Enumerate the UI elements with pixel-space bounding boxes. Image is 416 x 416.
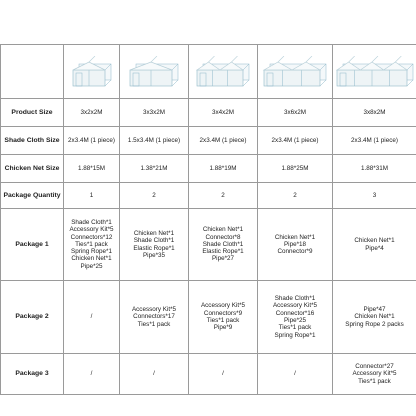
cell-text: 2x3.4M (1 piece) bbox=[271, 136, 319, 144]
cell-text: Chicken Net*1 bbox=[133, 229, 175, 237]
cell-text: Ties*1 pack bbox=[206, 317, 240, 324]
cell-text: 2x3.4M (1 piece) bbox=[351, 136, 398, 144]
product-image-cell bbox=[64, 45, 120, 99]
cell-text: Shade Cloth*1 bbox=[274, 295, 316, 303]
chicken-run-3x2x2-image bbox=[71, 56, 113, 88]
chicken-run-3x4x2-image bbox=[195, 56, 251, 88]
cell-text: Chicken Net*1 bbox=[354, 313, 395, 321]
cell-text: Pipe*9 bbox=[213, 324, 233, 332]
cell-text: 3x2x2M bbox=[80, 108, 103, 116]
cell-text: 2 bbox=[293, 191, 297, 199]
cell-text: 2 bbox=[221, 191, 225, 199]
table-row bbox=[1, 209, 416, 281]
cell-text: Accessory Kit*5 bbox=[200, 302, 246, 310]
cell-text: Spring Rope*1 bbox=[71, 248, 112, 256]
cell-text: 1.88*31M bbox=[361, 164, 388, 172]
cell-text: Pipe*18 bbox=[283, 240, 307, 248]
row-header: Package 2 bbox=[1, 281, 64, 354]
cell-text: 2 bbox=[152, 191, 156, 199]
cell-text: Spring Rope 2 packs bbox=[345, 320, 404, 328]
table-row bbox=[1, 183, 416, 209]
table-cell bbox=[189, 127, 258, 155]
cell-text: 1.88*15M bbox=[78, 164, 105, 172]
row-header: Product Size bbox=[1, 99, 64, 127]
table-cell bbox=[258, 155, 333, 183]
cell-text: 1 bbox=[89, 191, 94, 199]
table-cell bbox=[120, 209, 189, 281]
chicken-run-3x8x2-image bbox=[335, 56, 415, 88]
row-header bbox=[1, 45, 64, 99]
table-cell bbox=[120, 155, 189, 183]
cell-text: Connectors*12 bbox=[70, 233, 113, 241]
cell-text: Accessory Kit*5 bbox=[131, 306, 177, 314]
cell-text: Ties*1 pack bbox=[137, 320, 171, 328]
cell-text: Shade Cloth*1 bbox=[202, 240, 244, 248]
table-cell bbox=[189, 354, 258, 395]
table-cell bbox=[64, 281, 120, 354]
table-cell bbox=[189, 155, 258, 183]
cell-text: / bbox=[90, 313, 93, 321]
cell-text: Accessory Kit*5 bbox=[352, 370, 397, 378]
cell-text: 3x8x2M bbox=[363, 108, 386, 116]
table-row bbox=[1, 99, 416, 127]
table-row bbox=[1, 155, 416, 183]
table-cell bbox=[64, 183, 120, 209]
cell-text: Shade Cloth*1 bbox=[133, 237, 175, 245]
cell-text: Spring Rope*1 bbox=[274, 331, 316, 339]
product-image-cell bbox=[120, 45, 189, 99]
cell-text: Connector*27 bbox=[355, 363, 394, 371]
cell-text: 1.38*21M bbox=[140, 164, 168, 172]
cell-text: Accessory Kit*5 bbox=[69, 226, 114, 234]
cell-text: Chicken Net*1 bbox=[274, 233, 316, 241]
table-cell bbox=[333, 354, 416, 395]
cell-text: Pipe*4 bbox=[365, 244, 384, 252]
cell-text: 3x6x2M bbox=[283, 108, 307, 116]
cell-text: Ties*1 pack bbox=[75, 240, 108, 248]
table-cell bbox=[189, 281, 258, 354]
table-cell bbox=[333, 99, 416, 127]
table-cell bbox=[64, 99, 120, 127]
row-header: Package 3 bbox=[1, 354, 64, 395]
chicken-run-3x6x2-image bbox=[262, 56, 328, 88]
cell-text: Pipe*25 bbox=[80, 262, 103, 270]
cell-text: Chicken Net*1 bbox=[202, 226, 244, 234]
cell-text: Pipe*35 bbox=[142, 251, 166, 259]
cell-text: 2x3.4M (1 piece) bbox=[199, 136, 247, 144]
product-image-cell bbox=[189, 45, 258, 99]
table-cell bbox=[333, 183, 416, 209]
cell-text: 3 bbox=[372, 191, 377, 199]
cell-text: / bbox=[153, 370, 155, 378]
cell-text: Ties*1 pack bbox=[278, 324, 312, 332]
table-cell bbox=[333, 209, 416, 281]
table-cell bbox=[189, 99, 258, 127]
table-cell bbox=[333, 281, 416, 354]
table-cell bbox=[258, 281, 333, 354]
row-header: Package Quantity bbox=[1, 183, 64, 209]
cell-text: Elastic Rope*1 bbox=[133, 244, 175, 252]
table-cell bbox=[120, 281, 189, 354]
product-image-cell bbox=[258, 45, 333, 99]
cell-text: 3x4x2M bbox=[211, 108, 235, 116]
cell-text: 3x3x2M bbox=[142, 108, 166, 116]
chicken-run-3x3x2-image bbox=[128, 56, 180, 88]
table-cell bbox=[120, 127, 189, 155]
cell-text: Connector*16 bbox=[275, 309, 315, 317]
table-cell bbox=[258, 127, 333, 155]
cell-text: Connectors*9 bbox=[203, 309, 243, 317]
table-cell bbox=[64, 155, 120, 183]
table-row bbox=[1, 281, 416, 354]
table-row bbox=[1, 45, 416, 99]
cell-text: Ties*1 pack bbox=[358, 377, 391, 385]
table-cell bbox=[120, 99, 189, 127]
table-cell bbox=[64, 209, 120, 281]
cell-text: Connectors*17 bbox=[133, 313, 175, 321]
cell-text: Connector*8 bbox=[205, 233, 241, 241]
table-cell bbox=[120, 183, 189, 209]
table-cell bbox=[64, 127, 120, 155]
cell-text: / bbox=[90, 370, 93, 378]
cell-text: / bbox=[222, 370, 224, 378]
product-image-cell bbox=[333, 45, 416, 99]
cell-text: 2x3.4M (1 piece) bbox=[68, 136, 115, 144]
cell-text: Pipe*27 bbox=[211, 255, 235, 263]
table-row bbox=[1, 127, 416, 155]
row-header: Shade Cloth Size bbox=[1, 127, 64, 155]
table-cell bbox=[258, 183, 333, 209]
table-cell bbox=[189, 183, 258, 209]
cell-text: 1.88*25M bbox=[281, 164, 309, 172]
cell-text: Chicken Net*1 bbox=[71, 255, 112, 263]
table-row bbox=[1, 354, 416, 395]
table-cell bbox=[258, 354, 333, 395]
table-cell bbox=[189, 209, 258, 281]
row-header: Chicken Net Size bbox=[1, 155, 64, 183]
cell-text: 1.88*19M bbox=[209, 164, 237, 172]
cell-text: Connector*9 bbox=[277, 248, 313, 256]
table-cell bbox=[258, 99, 333, 127]
cell-text: Chicken Net*1 bbox=[354, 237, 395, 245]
table-cell bbox=[258, 209, 333, 281]
cell-text: Elastic Rope*1 bbox=[202, 248, 244, 256]
row-header: Package 1 bbox=[1, 209, 64, 281]
table-cell bbox=[120, 354, 189, 395]
table-cell bbox=[64, 354, 120, 395]
cell-text: Shade Cloth*1 bbox=[71, 218, 112, 226]
table-cell bbox=[333, 127, 416, 155]
table-cell bbox=[333, 155, 416, 183]
product-spec-table bbox=[0, 44, 416, 395]
cell-text: Pipe*25 bbox=[283, 317, 307, 324]
cell-text: / bbox=[294, 370, 296, 378]
cell-text: 1.5x3.4M (1 piece) bbox=[127, 136, 181, 144]
cell-text: Pipe*47 bbox=[363, 306, 386, 314]
cell-text: Accessory Kit*5 bbox=[272, 302, 318, 310]
